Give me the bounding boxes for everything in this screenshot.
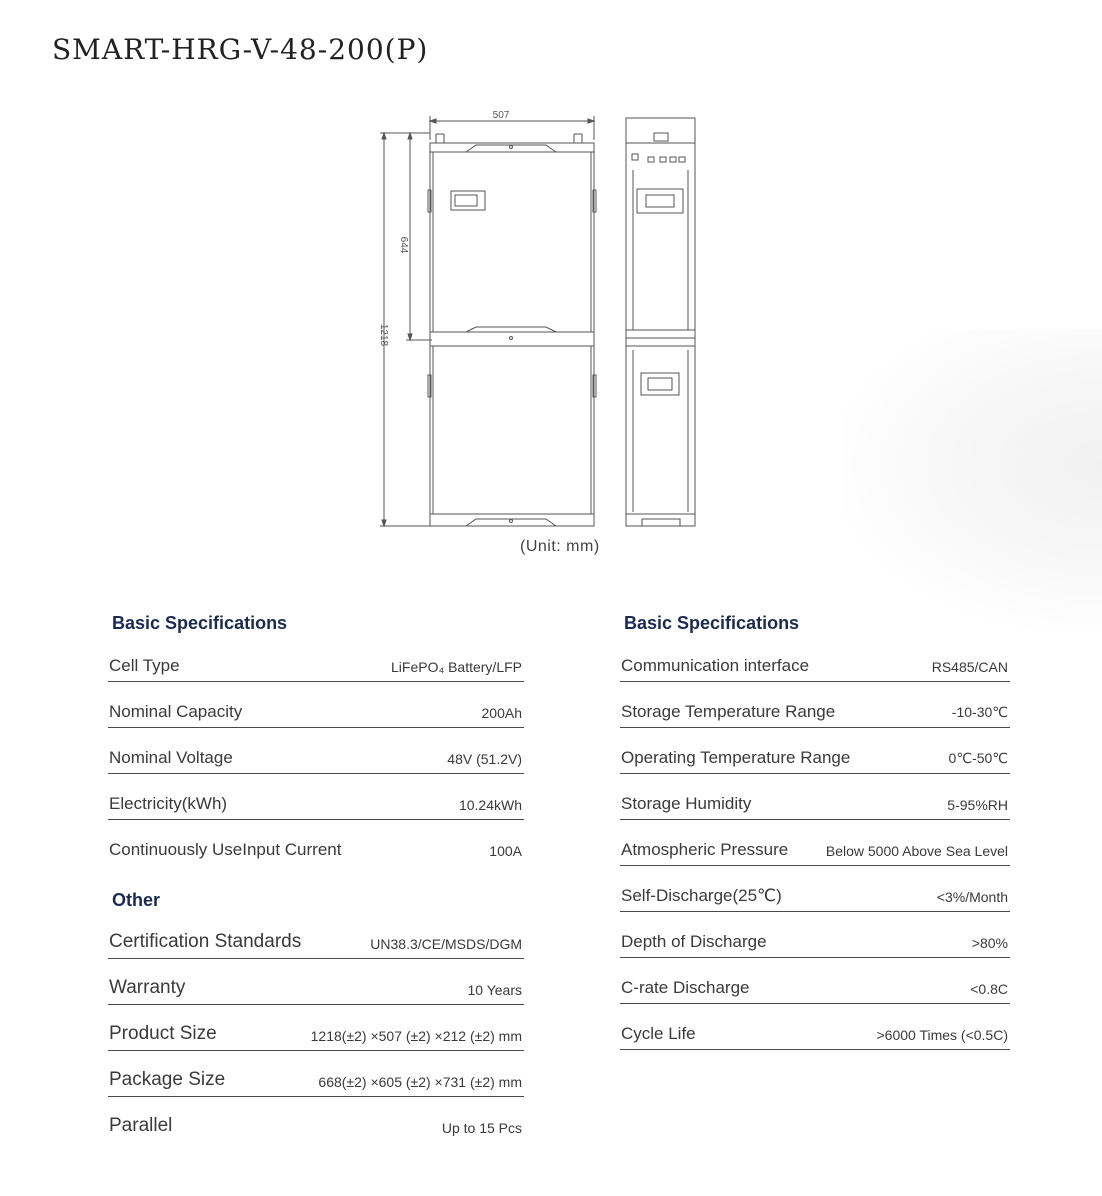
section-title-basic-right: Basic Specifications (624, 613, 800, 633)
spec-value: RS485/CAN (931, 659, 1008, 675)
spec-value: -10-30℃ (951, 704, 1008, 720)
spec-row-product-size (108, 1010, 524, 1051)
left-spec-column (108, 610, 524, 1142)
spec-label: Certification Standards (109, 931, 302, 952)
spec-row-communication (620, 641, 1010, 682)
spec-value: 48V (51.2V) (447, 751, 522, 767)
page-title: SMART-HRG-V-48-200(P) (52, 32, 429, 66)
section-title-basic-left: Basic Specifications (112, 613, 288, 633)
spec-row-operating-temperature (620, 733, 1010, 774)
right-spec-column (620, 610, 1010, 1050)
spec-row-cycle-life (620, 1009, 1010, 1050)
spec-value: 668(±2) ×605 (±2) ×731 (±2) mm (318, 1074, 522, 1090)
section-title-other: Other (112, 890, 161, 910)
spec-label: Cell Type (109, 656, 180, 675)
spec-row-certification (108, 918, 524, 959)
right-spec-list (620, 641, 1010, 1050)
spec-value: <3%/Month (936, 889, 1008, 905)
spec-row-nominal-capacity (108, 687, 524, 728)
spec-label: Product Size (109, 1023, 217, 1044)
spec-value: 5-95%RH (947, 797, 1008, 813)
spec-row-electricity (108, 779, 524, 820)
unit-caption: (Unit: mm) (520, 538, 600, 555)
spec-row-package-size (108, 1056, 524, 1097)
spec-row-warranty (108, 964, 524, 1005)
spec-row-parallel (108, 1102, 524, 1142)
spec-value: UN38.3/CE/MSDS/DGM (370, 936, 522, 952)
spec-value: Up to 15 Pcs (441, 1120, 522, 1136)
spec-label: Continuously UseInput Current (109, 840, 342, 859)
total-height-dimension-label: 1218 (378, 323, 389, 347)
basic-spec-list (108, 641, 524, 865)
spec-value: 200Ah (481, 705, 522, 721)
spec-value: <0.8C (970, 981, 1008, 997)
background-glow (842, 330, 1102, 630)
spec-label: Nominal Voltage (109, 748, 233, 767)
spec-label: C-rate Discharge (621, 978, 750, 997)
spec-label: Cycle Life (621, 1024, 696, 1043)
spec-row-continuous-current (108, 825, 524, 865)
spec-label: Package Size (109, 1069, 226, 1090)
other-spec-list (108, 918, 524, 1142)
spec-row-c-rate-discharge (620, 963, 1010, 1004)
spec-value: 1218(±2) ×507 (±2) ×212 (±2) mm (310, 1028, 522, 1044)
spec-label: Nominal Capacity (109, 702, 243, 721)
spec-value: LiFePO₄ Battery/LFP (391, 659, 522, 675)
spec-row-depth-of-discharge (620, 917, 1010, 958)
module-height-dimension-label: 644 (398, 236, 409, 254)
spec-label: Warranty (109, 977, 186, 998)
spec-row-nominal-voltage (108, 733, 524, 774)
spec-label: Operating Temperature Range (621, 748, 851, 767)
spec-value: Below 5000 Above Sea Level (825, 843, 1008, 859)
spec-row-cell-type (108, 641, 524, 682)
spec-value: 100A (489, 843, 522, 859)
spec-row-storage-temperature (620, 687, 1010, 728)
spec-value: >80% (971, 935, 1008, 951)
spec-label: Depth of Discharge (621, 932, 767, 951)
spec-value: 10.24kWh (458, 797, 522, 813)
product-dimension-drawing (360, 100, 720, 540)
spec-label: Communication interface (621, 656, 810, 675)
spec-row-atmospheric-pressure (620, 825, 1010, 866)
spec-value: 10 Years (467, 982, 522, 998)
spec-label: Parallel (109, 1115, 173, 1136)
spec-value: 0℃-50℃ (948, 750, 1008, 766)
spec-label: Storage Temperature Range (621, 702, 836, 721)
spec-label: Storage Humidity (621, 794, 752, 813)
spec-label: Atmospheric Pressure (621, 840, 789, 859)
width-dimension-label: 507 (492, 110, 510, 121)
spec-label: Self-Discharge(25℃) (621, 886, 782, 905)
spec-label: Electricity(kWh) (109, 794, 228, 813)
spec-row-self-discharge (620, 871, 1010, 912)
spec-value: >6000 Times (<0.5C) (876, 1027, 1008, 1043)
spec-row-storage-humidity (620, 779, 1010, 820)
